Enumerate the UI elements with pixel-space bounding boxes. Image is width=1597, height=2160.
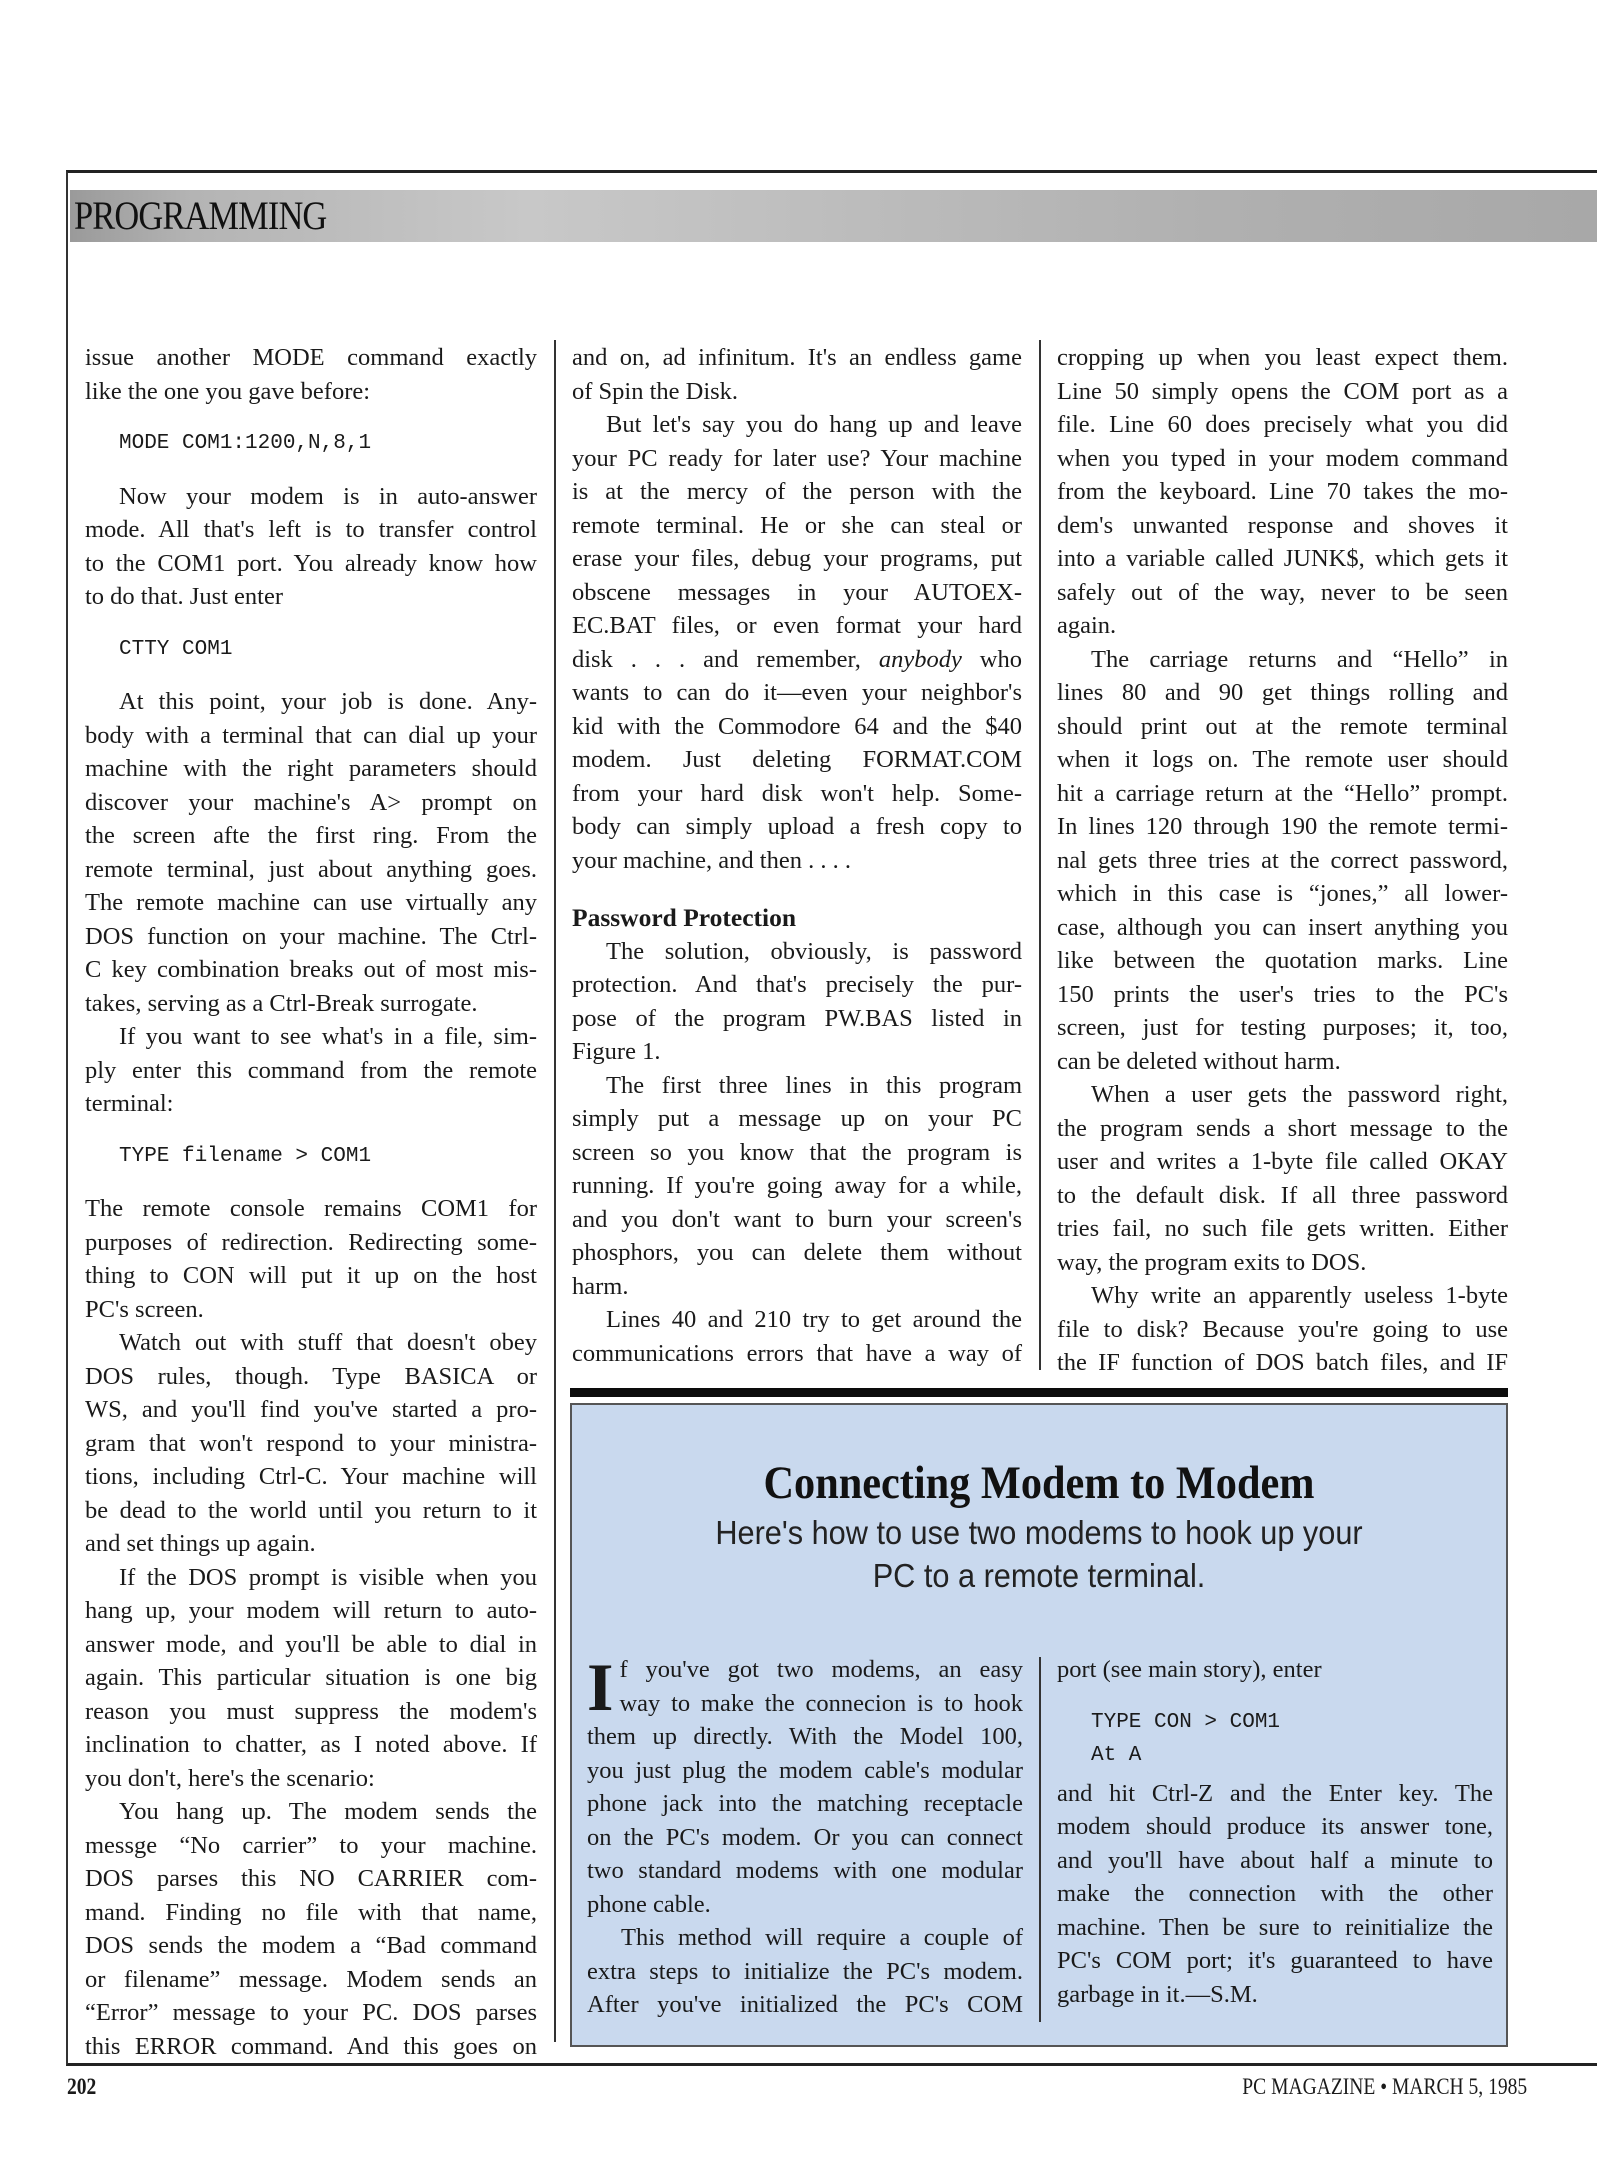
text-line: way, the program exits to DOS.	[1057, 1248, 1367, 1276]
paragraph	[572, 1069, 1022, 1304]
column-divider	[1039, 340, 1041, 1370]
text-line: and you'll have about half a minute to	[1057, 1846, 1493, 1874]
subheading: Password Protection	[572, 903, 797, 932]
text-line: and you don't want to burn your screen's	[572, 1205, 1022, 1233]
article-column-1	[85, 341, 537, 2063]
text-line: running. If you're going away for a while,	[572, 1172, 1022, 1199]
text-line: phosphors, you can delete them without	[572, 1239, 1022, 1266]
text-line: like between the quotation marks. Line	[1057, 947, 1508, 974]
code-block	[85, 427, 537, 461]
text-line: body with a terminal that can dial up your	[85, 721, 537, 749]
text-line: lines 80 and 90 get things rolling and	[1057, 679, 1508, 706]
text-line: C key combination breaks out of most mis-	[85, 956, 537, 983]
text-line: screen, just for testing purposes; it, too,	[1057, 1014, 1508, 1041]
text-line: mand. Finding no file with that name,	[85, 1898, 537, 1926]
drop-cap: I	[587, 1649, 614, 1725]
text-line: way to make the connecion is to hook	[619, 1689, 1023, 1717]
text-line: this ERROR command. And this goes on	[85, 2032, 537, 2060]
text-line: and hit Ctrl-Z and the Enter key. The	[1057, 1779, 1493, 1807]
paragraph	[85, 341, 537, 408]
text-line: The first three lines in this program	[606, 1071, 1022, 1099]
text-line: machine with the right parameters should	[85, 755, 537, 782]
text-line: or filename” message. Modem sends an	[85, 1965, 537, 1993]
text-line: DOS sends the modem a “Bad command	[85, 1932, 537, 1959]
text-line: wants to can do it—even your neighbor's	[572, 679, 1022, 706]
article-column-2	[572, 341, 1022, 1370]
text-line: hit a carriage return at the “Hello” prompt.	[1057, 779, 1508, 807]
text-line: obscene messages in your AUTOEX-	[572, 578, 1022, 606]
text-line: to do that. Just enter	[85, 583, 284, 610]
text-line: 150 prints the user's tries to the PC's	[1057, 980, 1508, 1008]
text-line: machine. Then be sure to reinitialize the	[1057, 1913, 1493, 1941]
text-line: can be deleted without harm.	[1057, 1047, 1341, 1075]
text-line: f you've got two modems, an easy	[619, 1656, 1023, 1683]
text-line: cropping up when you least expect them.	[1057, 344, 1508, 371]
text-line: to the COM1 port. You already know how	[85, 549, 537, 577]
text-line: remote terminal. He or she can steal or	[572, 511, 1022, 539]
text-line: remote terminal, just about anything goes.	[85, 855, 537, 883]
text-line: modem should produce its answer tone,	[1057, 1813, 1493, 1840]
text-line: DOS rules, though. Type BASICA or	[85, 1362, 537, 1390]
text-line: the IF function of DOS batch files, and IF	[1057, 1349, 1508, 1376]
text-line: DOS function on your machine. The Ctrl-	[85, 922, 537, 950]
text-line: phone jack into the matching receptacle	[587, 1790, 1023, 1817]
text-line: purposes of redirection. Redirecting some-	[85, 1228, 537, 1256]
text-line: when it logs on. The remote user should	[1057, 746, 1508, 773]
text-line: dem's unwanted response and shoves it	[1057, 511, 1508, 539]
text-line: screen so you know that the program is	[572, 1138, 1022, 1166]
text-line: WS, and you'll find you've started a pro-	[85, 1396, 537, 1423]
text-line: you just plug the modem cable's modular	[587, 1756, 1023, 1784]
text-line: file to disk? Because you're going to use	[1057, 1315, 1508, 1343]
text-line: case, although you can insert anything you	[1057, 913, 1508, 941]
sidebar-top-rule	[570, 1388, 1508, 1397]
text-line: discover your machine's A> prompt on	[85, 788, 537, 816]
paragraph	[85, 685, 537, 1020]
text-line: answer mode, and you'll be able to dial in	[85, 1630, 537, 1658]
text-line: phone cable.	[587, 1890, 711, 1918]
text-line: tions, including Ctrl-C. Your machine will	[85, 1463, 537, 1490]
text-line: pose of the program PW.BAS listed in	[572, 1004, 1022, 1032]
text-line: is at the mercy of the person with the	[572, 478, 1022, 505]
text-line: modem. Just deleting FORMAT.COM	[572, 746, 1022, 773]
text-line: body can simply upload a fresh copy to	[572, 813, 1022, 840]
text-line: reason you must suppress the modem's	[85, 1697, 537, 1725]
code-line: TYPE filename > COM1	[119, 1144, 372, 1168]
text-line: mode. All that's left is to transfer control	[85, 516, 537, 543]
sidebar-subtitle-line: PC to a remote terminal.	[872, 1557, 1206, 1594]
text-line: your machine, and then . . . .	[572, 846, 851, 874]
text-line: again. This particular situation is one big	[85, 1664, 537, 1691]
text-line: You hang up. The modem sends the	[119, 1798, 537, 1825]
paragraph	[85, 1020, 537, 1121]
text-line: port (see main story), enter	[1057, 1656, 1322, 1683]
section-title: PROGRAMMING	[74, 193, 327, 238]
text-line: DOS parses this NO CARRIER com-	[85, 1865, 537, 1892]
paragraph	[572, 1303, 1022, 1370]
text-line: If the DOS prompt is visible when you	[119, 1563, 537, 1591]
text-line: Watch out with stuff that doesn't obey	[119, 1329, 537, 1356]
text-line: thing to CON will put it up on the host	[85, 1262, 537, 1289]
text-line: and on, ad infinitum. It's an endless game	[572, 344, 1022, 371]
sidebar-column-2	[1057, 1653, 1493, 2011]
text-line: your PC ready for later use? Your machine	[572, 444, 1022, 472]
text-line: protection. And that's precisely the pur-	[572, 971, 1022, 998]
paragraph	[85, 1326, 537, 1561]
paragraph	[572, 408, 1022, 877]
text-line: This method will require a couple of	[621, 1924, 1023, 1951]
text-line: again.	[1057, 612, 1117, 639]
column-divider	[554, 340, 556, 2042]
code-block	[85, 633, 537, 667]
text-line: should print out at the remote terminal	[1057, 712, 1508, 740]
text-segment: disk . . . and remember,	[572, 645, 879, 673]
text-line: At this point, your job is done. Any-	[119, 688, 537, 715]
text-line: communications errors that have a way of	[572, 1339, 1022, 1367]
text-line: user and writes a 1-byte file called OKAY	[1057, 1148, 1508, 1175]
article-column-3	[1057, 341, 1508, 1380]
paragraph	[572, 341, 1022, 408]
text-line: erase your files, debug your programs, put	[572, 545, 1022, 572]
text-line: messge “No carrier” to your machine.	[85, 1831, 537, 1859]
text-line: and set things up again.	[85, 1530, 316, 1557]
code-line: CTTY COM1	[119, 637, 233, 661]
sidebar-subtitle-line: Here's how to use two modems to hook up your	[715, 1514, 1363, 1551]
text-line: When a user gets the password right,	[1091, 1081, 1508, 1108]
text-line: them up directly. With the Model 100,	[587, 1723, 1023, 1750]
paragraph	[1057, 643, 1508, 1079]
text-line: on the PC's modem. Or you can connect	[587, 1823, 1023, 1851]
text-line: extra steps to initialize the PC's modem.	[587, 1957, 1023, 1985]
text-line: Why write an apparently useless 1-byte	[1091, 1282, 1508, 1309]
text-line: PC's COM port; it's guaranteed to have	[1057, 1947, 1493, 1974]
text-line: In lines 120 through 190 the remote termi-	[1057, 813, 1508, 840]
paragraph	[85, 1192, 537, 1326]
text-line: tries fail, no such file gets written. Either	[1057, 1215, 1508, 1242]
text-line: harm.	[572, 1272, 629, 1300]
code-line: At A	[1091, 1744, 1142, 1767]
text-line: issue another MODE command exactly	[85, 344, 537, 371]
sidebar-box	[570, 1403, 1508, 2047]
text-line: kid with the Commodore 64 and the $40	[572, 712, 1022, 740]
sidebar-subtitle	[605, 1511, 1474, 1597]
italic-text: anybody	[878, 645, 962, 673]
code-line: MODE COM1:1200,N,8,1	[119, 432, 372, 455]
paragraph	[85, 480, 537, 614]
text-line: file. Line 60 does precisely what you did	[1057, 411, 1508, 438]
text-line: the screen afte the first ring. From the	[85, 822, 537, 849]
text-line: hang up, your modem will return to auto-	[85, 1597, 537, 1624]
text-line: into a variable called JUNK$, which gets it	[1057, 545, 1508, 572]
text-line: “Error” message to your PC. DOS parses	[85, 1999, 537, 2026]
text-line: But let's say you do hang up and leave	[606, 411, 1022, 438]
text-line: of Spin the Disk.	[572, 377, 739, 405]
sidebar-column-divider	[1039, 1657, 1041, 2022]
page-number: 202	[67, 2074, 97, 2099]
text-line: If you want to see what's in a file, sim-	[119, 1023, 537, 1050]
paragraph	[1057, 341, 1508, 643]
text-line: make the connection with the other	[1057, 1880, 1493, 1907]
text-line: The carriage returns and “Hello” in	[1091, 645, 1508, 673]
text-line: nal gets three tries at the correct password,	[1057, 846, 1508, 874]
paragraph	[1057, 1279, 1508, 1380]
text-line: you don't, here's the scenario:	[85, 1764, 375, 1792]
sidebar-title: Connecting Modem to Modem	[763, 1457, 1315, 1509]
paragraph	[572, 935, 1022, 1069]
text-line: safely out of the way, never to be seen	[1057, 578, 1508, 606]
text-line: inclination to chatter, as I noted above. If	[85, 1731, 537, 1758]
text-segment: who	[961, 645, 1022, 673]
code-line: TYPE CON > COM1	[1091, 1710, 1281, 1734]
text-line: from the keyboard. Line 70 takes the mo-	[1057, 478, 1508, 505]
text-line: garbage in it.—S.M.	[1057, 1980, 1258, 2008]
text-line: Lines 40 and 210 try to get around the	[606, 1306, 1022, 1333]
code-block	[85, 1140, 537, 1174]
paragraph	[85, 1795, 537, 2063]
text-line: be dead to the world until you return to it	[85, 1496, 537, 1524]
text-line: takes, serving as a Ctrl-Break surrogate.	[85, 989, 478, 1017]
text-line: ply enter this command from the remote	[85, 1056, 537, 1084]
text-line: to the default disk. If all three password	[1057, 1181, 1508, 1209]
publication-line: PC MAGAZINE • MARCH 5, 1985	[1242, 2074, 1527, 2099]
text-line: After you've initialized the PC's COM	[587, 1991, 1023, 2018]
paragraph	[85, 1561, 537, 1796]
text-line: terminal:	[85, 1090, 174, 1117]
text-line: The remote console remains COM1 for	[85, 1195, 537, 1222]
text-line: from your hard disk won't help. Some-	[572, 779, 1022, 807]
text-line: Figure 1.	[572, 1038, 661, 1065]
text-line: Line 50 simply opens the COM port as a	[1057, 377, 1508, 405]
text-line: Now your modem is in auto-answer	[119, 482, 537, 510]
text-line: which in this case is “jones,” all lower-	[1057, 880, 1508, 907]
text-line: two standard modems with one modular	[587, 1857, 1023, 1884]
text-line: gram that won't respond to your ministra-	[85, 1429, 537, 1457]
text-line: simply put a message up on your PC	[572, 1105, 1022, 1132]
text-line: The solution, obviously, is password	[606, 937, 1022, 965]
text-line: The remote machine can use virtually any	[85, 889, 537, 916]
text-line: PC's screen.	[85, 1295, 204, 1323]
text-line: EC.BAT files, or even format your hard	[572, 612, 1022, 639]
text-line	[572, 643, 1022, 677]
text-line: the program sends a short message to the	[1057, 1114, 1508, 1142]
sidebar-column-1	[587, 1649, 1023, 2022]
text-line: like the one you gave before:	[85, 377, 371, 405]
paragraph	[1057, 1078, 1508, 1279]
code-block	[1057, 1706, 1493, 1773]
text-line: when you typed in your modem command	[1057, 444, 1508, 472]
